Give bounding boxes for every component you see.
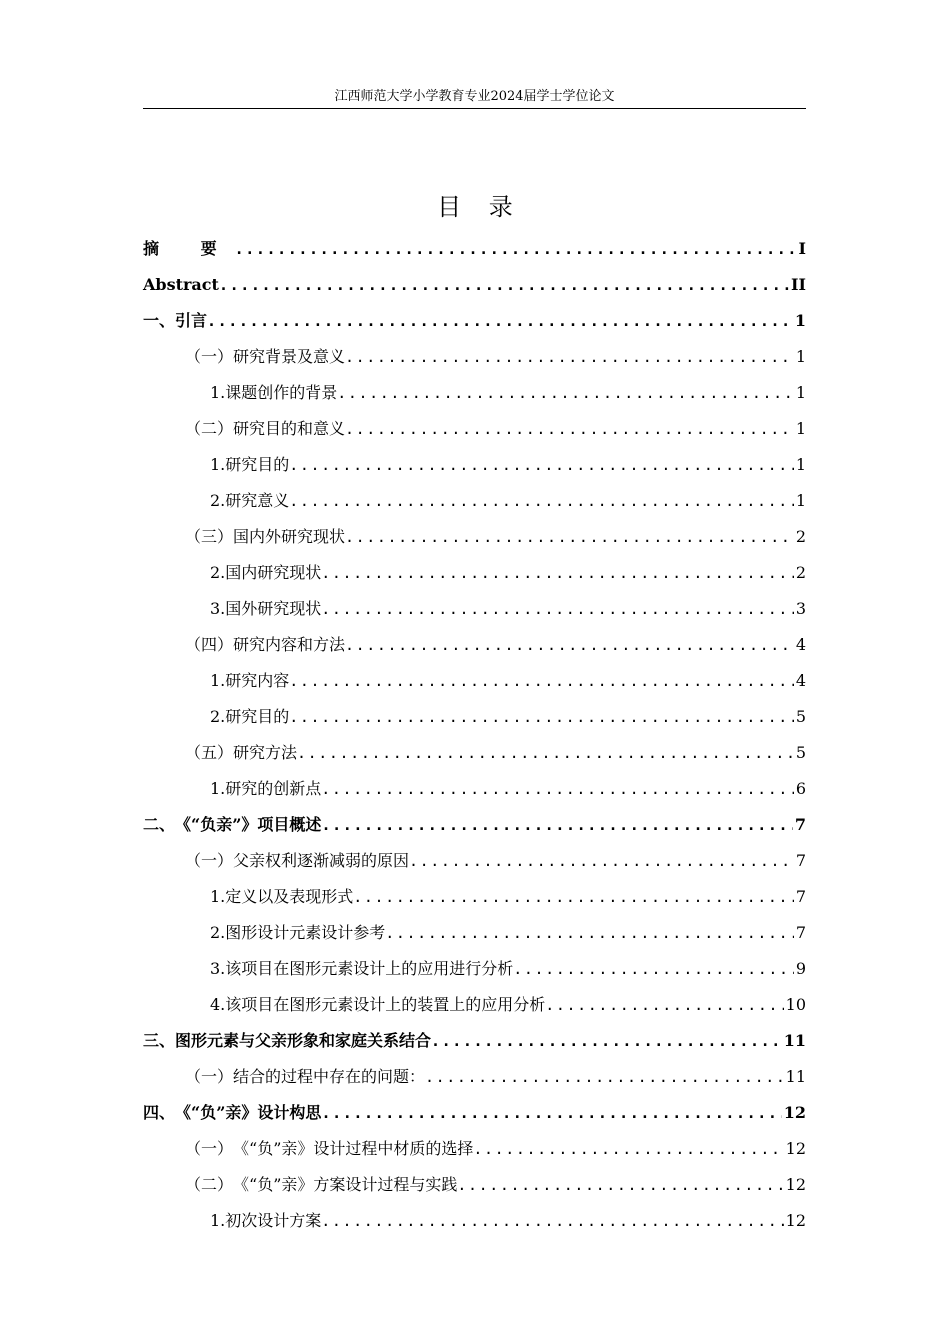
dot-leader	[513, 951, 794, 987]
toc-entry[interactable]	[143, 231, 806, 267]
toc-entry-page: 1	[795, 383, 806, 402]
toc-entry-title: 初次设计方案	[225, 1211, 322, 1230]
dot-leader	[321, 807, 792, 843]
toc-entry-page: 1	[795, 419, 806, 438]
toc-entry-page: 1	[795, 347, 806, 366]
toc-entry-number: 4.	[210, 995, 226, 1014]
toc-entry-page: 7	[794, 815, 806, 834]
toc-entry[interactable]	[143, 879, 806, 915]
toc-entry-number: 2.	[210, 563, 226, 582]
dot-leader	[337, 375, 794, 411]
toc-entry-number: 2.	[210, 491, 226, 510]
toc-entry[interactable]	[143, 375, 806, 411]
toc-entry-number: （一）	[185, 1139, 234, 1158]
toc-entry-title: 《“负”亲》设计构思	[175, 1103, 322, 1122]
toc-entry-page: 7	[795, 923, 806, 942]
toc-entry-page: 12	[783, 1103, 806, 1122]
dot-leader	[321, 1095, 781, 1131]
toc-entry-number: 1.	[210, 455, 226, 474]
toc-entry-title: 图形设计元素设计参考	[225, 923, 386, 942]
dot-leader	[235, 231, 797, 267]
toc-entry-page: 3	[795, 599, 806, 618]
toc-entry-title: 《“负”亲》设计过程中材质的选择	[233, 1139, 474, 1158]
toc-entry-title: 研究目的和意义	[233, 419, 346, 438]
toc-entry[interactable]	[143, 843, 806, 879]
toc-entry[interactable]	[143, 627, 806, 663]
toc-entry-number: 2.	[210, 923, 226, 942]
toc-entry[interactable]	[143, 1059, 806, 1095]
toc-entry[interactable]	[143, 951, 806, 987]
toc-entry-page: 1	[794, 311, 806, 330]
toc-entry-number: 1.	[210, 383, 226, 402]
toc-entry-number: 3.	[210, 599, 226, 618]
toc-entry-number: （一）	[185, 347, 234, 366]
toc-entry-page: I	[798, 239, 806, 258]
toc-entry[interactable]	[143, 519, 806, 555]
toc-entry-title: 国内外研究现状	[233, 527, 346, 546]
toc-entry[interactable]	[143, 1131, 806, 1167]
toc-entry-title: 研究目的	[225, 455, 290, 474]
toc-entry-number: （一）	[185, 1067, 234, 1086]
toc-entry-number: （二）	[185, 1175, 234, 1194]
toc-entry-page: 9	[795, 959, 806, 978]
toc-entry-title: 研究的创新点	[225, 779, 322, 798]
dot-leader	[321, 591, 794, 627]
toc-entry-title: 研究目的	[225, 707, 290, 726]
toc-entry-page: 7	[795, 851, 806, 870]
dot-leader	[321, 1203, 783, 1239]
dot-leader	[385, 915, 794, 951]
toc-entry[interactable]	[143, 1023, 806, 1059]
dot-leader	[545, 987, 783, 1023]
toc-entry-number: （二）	[185, 419, 234, 438]
toc-entry-page: 10	[785, 995, 806, 1014]
dot-leader	[345, 339, 794, 375]
toc-entry-number: 1.	[210, 887, 226, 906]
toc-entry[interactable]	[143, 483, 806, 519]
toc-entry[interactable]	[143, 1095, 806, 1131]
toc-entry-page: 5	[795, 707, 806, 726]
dot-leader	[289, 447, 794, 483]
toc-entry-number: （五）	[185, 743, 234, 762]
toc-entry-title: 《“负”亲》方案设计过程与实践	[233, 1175, 458, 1194]
toc-entry-title: 父亲权利逐渐减弱的原因	[233, 851, 410, 870]
dot-leader	[431, 1023, 782, 1059]
dot-leader	[207, 303, 793, 339]
dot-leader	[345, 519, 794, 555]
dot-leader	[345, 627, 794, 663]
toc-entry-page: 4	[795, 671, 806, 690]
dot-leader	[345, 411, 794, 447]
toc-entry-page: 6	[795, 779, 806, 798]
toc-entry-title: 研究意义	[225, 491, 290, 510]
toc-entry-title: 研究背景及意义	[233, 347, 346, 366]
toc-entry-number: 2.	[210, 707, 226, 726]
toc-entry-number: 1.	[210, 671, 226, 690]
toc-entry-page: 11	[785, 1067, 806, 1086]
dot-leader	[289, 483, 794, 519]
toc-entry-title: 国内研究现状	[225, 563, 322, 582]
toc-entry[interactable]	[143, 771, 806, 807]
dot-leader	[297, 735, 794, 771]
toc-entry-number: （四）	[185, 635, 234, 654]
toc-entry-page: 12	[785, 1139, 806, 1158]
toc-entry-number: 3.	[210, 959, 226, 978]
toc-entry[interactable]	[143, 411, 806, 447]
toc-entry[interactable]	[143, 807, 806, 843]
toc-entry-title: 国外研究现状	[225, 599, 322, 618]
toc-entry-title: 《“负亲”》项目概述	[175, 815, 322, 834]
dot-leader	[473, 1131, 783, 1167]
table-of-contents	[143, 231, 806, 1239]
toc-entry-number: （三）	[185, 527, 234, 546]
toc-entry-title: 该项目在图形元素设计上的装置上的应用分析	[225, 995, 546, 1014]
toc-entry[interactable]	[143, 987, 806, 1023]
toc-entry[interactable]	[143, 267, 806, 303]
toc-entry[interactable]	[143, 555, 806, 591]
toc-entry[interactable]	[143, 1167, 806, 1203]
toc-entry-page: 5	[795, 743, 806, 762]
dot-leader	[457, 1167, 783, 1203]
toc-entry-number: 三、	[143, 1031, 176, 1050]
toc-entry-title: 研究内容	[225, 671, 290, 690]
toc-entry-title: 摘 要	[143, 239, 235, 258]
toc-title: 目 录	[437, 193, 523, 221]
toc-entry-page: 2	[795, 527, 806, 546]
toc-entry[interactable]	[143, 915, 806, 951]
toc-entry-number: 一、	[143, 311, 176, 330]
dot-leader	[409, 843, 794, 879]
toc-entry-page: 12	[785, 1211, 806, 1230]
toc-entry-number: （一）	[185, 851, 234, 870]
toc-entry-page: II	[791, 275, 806, 294]
toc-entry-title: Abstract	[143, 275, 219, 294]
toc-entry-title: 该项目在图形元素设计上的应用进行分析	[225, 959, 514, 978]
toc-entry-page: 12	[785, 1175, 806, 1194]
toc-entry-page: 1	[795, 491, 806, 510]
toc-entry-title: 研究内容和方法	[233, 635, 346, 654]
toc-entry-title: 定义以及表现形式	[225, 887, 354, 906]
dot-leader	[321, 555, 794, 591]
toc-entry[interactable]	[143, 303, 806, 339]
dot-leader	[321, 771, 794, 807]
toc-entry-title: 研究方法	[233, 743, 298, 762]
toc-entry-page: 4	[795, 635, 806, 654]
running-header: 江西师范大学小学教育专业2024届学士学位论文	[334, 89, 615, 104]
toc-entry-number: 四、	[143, 1103, 176, 1122]
toc-entry-number: 1.	[210, 779, 226, 798]
toc-entry-page: 2	[795, 563, 806, 582]
toc-entry-title: 图形元素与父亲形象和家庭关系结合	[175, 1031, 432, 1050]
dot-leader	[289, 663, 794, 699]
toc-entry[interactable]	[143, 735, 806, 771]
dot-leader	[353, 879, 794, 915]
header-rule	[143, 108, 806, 109]
toc-entry[interactable]	[143, 339, 806, 375]
toc-entry[interactable]	[143, 591, 806, 627]
toc-entry-page: 1	[795, 455, 806, 474]
toc-entry-title: 课题创作的背景	[225, 383, 338, 402]
toc-entry-page: 7	[795, 887, 806, 906]
dot-leader	[289, 699, 794, 735]
toc-entry-number: 二、	[143, 815, 176, 834]
dot-leader	[219, 267, 789, 303]
toc-entry[interactable]	[143, 663, 806, 699]
toc-entry-page: 11	[783, 1031, 806, 1050]
toc-entry-number: 1.	[210, 1211, 226, 1230]
toc-entry-title: 结合的过程中存在的问题：	[233, 1067, 426, 1086]
dot-leader	[425, 1059, 784, 1095]
toc-entry[interactable]	[143, 699, 806, 735]
toc-entry-title: 引言	[175, 311, 208, 330]
toc-entry[interactable]	[143, 447, 806, 483]
toc-entry[interactable]	[143, 1203, 806, 1239]
